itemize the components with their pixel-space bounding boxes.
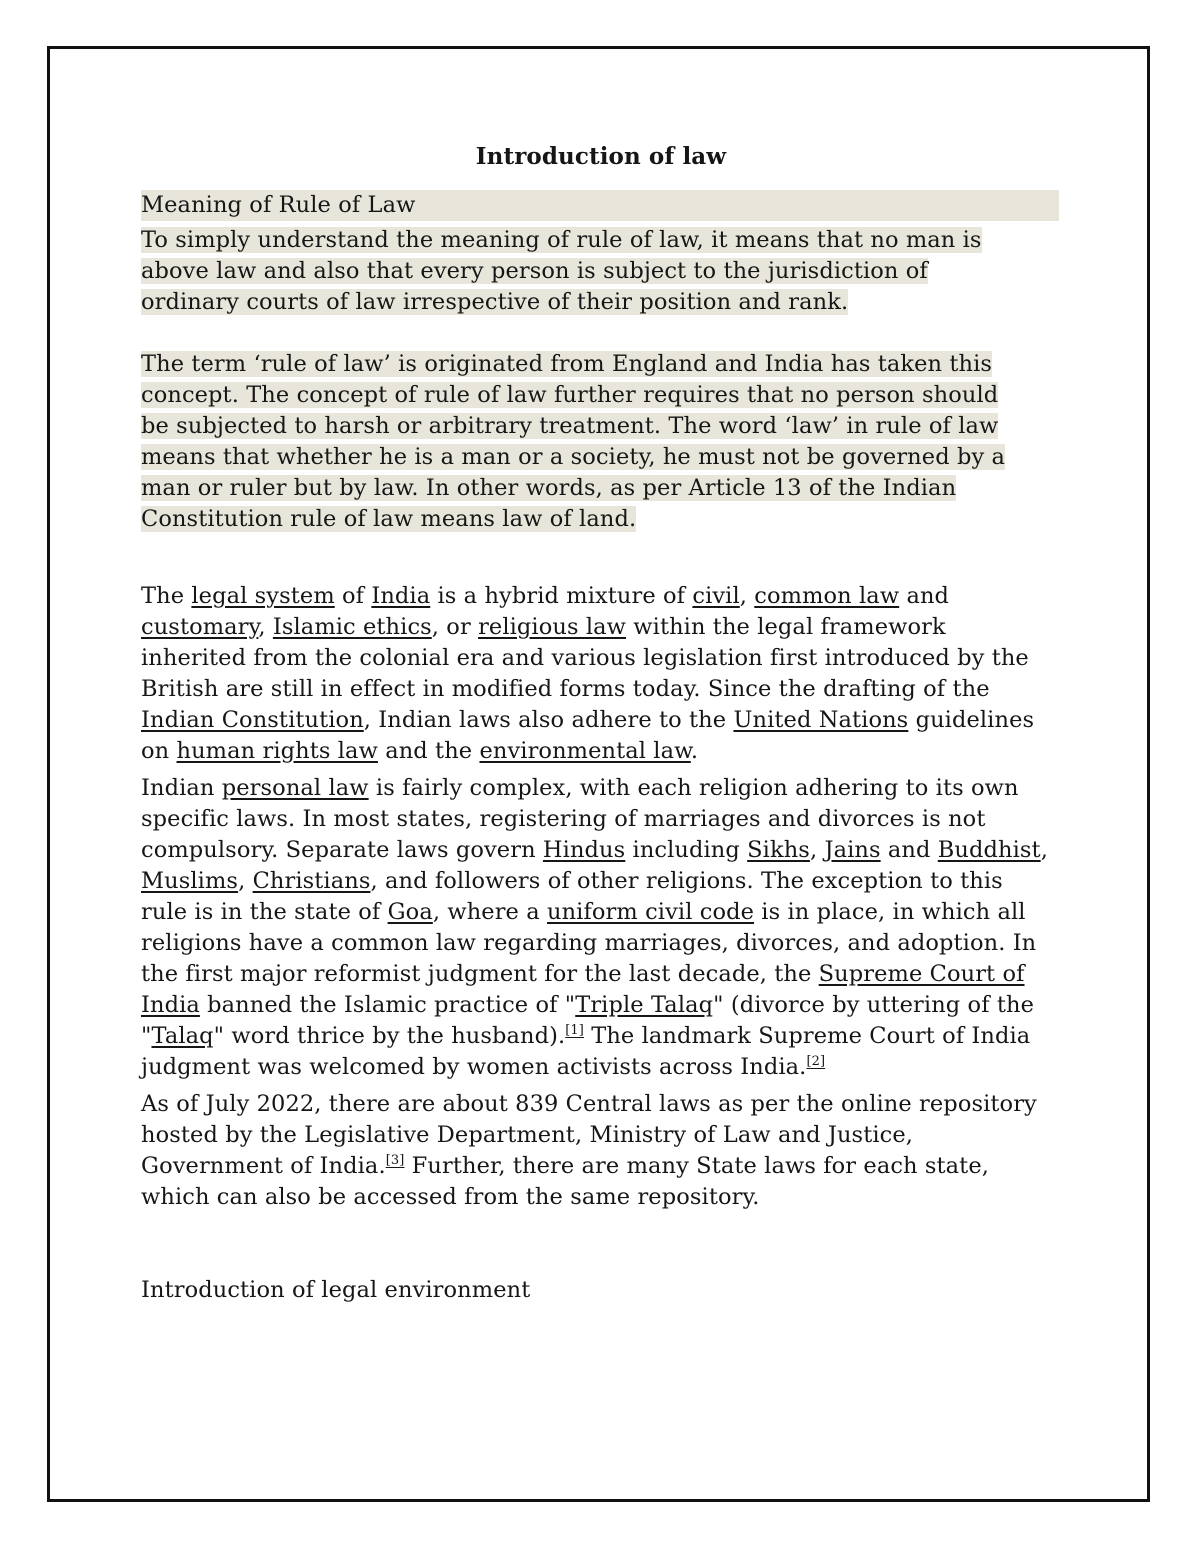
link-sikhs[interactable]: Sikhs bbox=[747, 837, 810, 863]
text-run: , and followers of other religions. The exception to this rule is in the state of bbox=[141, 868, 1003, 925]
paragraph-rule-of-law-origin bbox=[141, 349, 1031, 535]
closing-heading: Introduction of legal environment bbox=[141, 1277, 531, 1303]
text-run: banned the Islamic practice of " bbox=[199, 992, 576, 1018]
text-run: , or bbox=[431, 614, 479, 640]
link-talaq[interactable]: Talaq bbox=[151, 1023, 214, 1049]
paragraph-text: The term ‘rule of law’ is originated from England and India has taken this concept. The concept of rule of law further requires that no person should be subjected to harsh or arbitrary treatment. The word ‘law’ in rule of law means that whether he is a man or a society, he must not be governed by a man or ruler but by law. In other words, as per Article 13 of the Indian Constitution rule of law means law of land. bbox=[141, 351, 1006, 532]
text-run: The bbox=[141, 583, 192, 609]
text-run: Indian bbox=[141, 775, 222, 801]
paragraph-personal-law bbox=[141, 773, 1056, 1083]
text-run: Further, there are many State laws for each state, which can also be accessed from the same repository. bbox=[141, 1153, 989, 1210]
document-body bbox=[141, 140, 1061, 1306]
text-run: including bbox=[625, 837, 748, 863]
text-run: , where a bbox=[432, 899, 547, 925]
section-heading: Meaning of Rule of Law bbox=[141, 190, 1059, 221]
text-run: and bbox=[880, 837, 938, 863]
text-run: and bbox=[899, 583, 950, 609]
link-customary[interactable]: customary bbox=[141, 614, 259, 640]
link-jains[interactable]: Jains bbox=[824, 837, 881, 863]
link-legal-system[interactable]: legal system bbox=[191, 583, 335, 609]
paragraph-legal-system bbox=[141, 581, 1056, 767]
paragraph-text: To simply understand the meaning of rule of law, it means that no man is above law and also that every person is subject to the jurisdiction of ordinary courts of law irrespective of their position and rank. bbox=[141, 227, 982, 315]
link-buddhist[interactable]: Buddhist bbox=[937, 837, 1041, 863]
text-run: , bbox=[809, 837, 825, 863]
text-run: As of July 2022, there are about 839 Central laws as per the online repository hosted by the Legislative Department, Ministry of Law and Justice, Government of India. bbox=[141, 1091, 1037, 1179]
text-run: of bbox=[334, 583, 372, 609]
text-run: within the legal framework inherited from the colonial era and various legislation first introduced by the British are still in effect in modified forms today. Since the drafting of the bbox=[141, 614, 1029, 702]
text-run: . bbox=[690, 738, 699, 764]
text-run: , Indian laws also adhere to the bbox=[363, 707, 734, 733]
footnote-ref-1[interactable]: [1] bbox=[565, 1023, 584, 1038]
link-uniform-civil-code[interactable]: uniform civil code bbox=[547, 899, 755, 925]
link-hindus[interactable]: Hindus bbox=[542, 837, 626, 863]
text-run: , bbox=[258, 614, 273, 640]
footnote-ref-2[interactable]: [2] bbox=[806, 1054, 826, 1069]
footnote-ref-3[interactable]: [3] bbox=[385, 1153, 405, 1168]
text-run: is in place, in which all religions have a common law regarding marriages, divorces, and adoption. In the first major reformist judgment for the last decade, the bbox=[141, 899, 1037, 987]
link-environmental-law[interactable]: environmental law bbox=[479, 738, 691, 764]
link-islamic-ethics[interactable]: Islamic ethics bbox=[272, 614, 432, 640]
text-run: , bbox=[238, 868, 253, 894]
text-run: guidelines on bbox=[141, 707, 1035, 764]
link-india[interactable]: India bbox=[371, 583, 431, 609]
text-run: " (divorce by uttering of the " bbox=[141, 992, 1035, 1049]
link-civil[interactable]: civil bbox=[692, 583, 740, 609]
link-common-law[interactable]: common law bbox=[754, 583, 900, 609]
paragraph-rule-of-law-meaning bbox=[141, 225, 1031, 318]
text-run: The landmark Supreme Court of India judgment was welcomed by women activists across India. bbox=[141, 1023, 1031, 1080]
text-run: , bbox=[739, 583, 755, 609]
link-goa[interactable]: Goa bbox=[387, 899, 433, 925]
link-muslims[interactable]: Muslims bbox=[141, 868, 239, 894]
text-run: and the bbox=[377, 738, 480, 764]
link-united-nations[interactable]: United Nations bbox=[733, 707, 909, 733]
text-run: is fairly complex, with each religion adhering to its own specific laws. In most states, registering of marriages and divorces is not compulsory. Separate laws govern bbox=[141, 775, 1019, 863]
link-human-rights-law[interactable]: human rights law bbox=[176, 738, 378, 764]
paragraph-central-laws bbox=[141, 1089, 1056, 1213]
text-run: " word thrice by the husband). bbox=[213, 1023, 566, 1049]
document-title: Introduction of law bbox=[475, 143, 727, 170]
link-christians[interactable]: Christians bbox=[252, 868, 371, 894]
link-personal-law[interactable]: personal law bbox=[221, 775, 369, 801]
text-run: , bbox=[1040, 837, 1048, 863]
link-religious-law[interactable]: religious law bbox=[478, 614, 627, 640]
link-triple-talaq[interactable]: Triple Talaq bbox=[575, 992, 714, 1018]
link-indian-constitution[interactable]: Indian Constitution bbox=[141, 707, 364, 733]
text-run: is a hybrid mixture of bbox=[430, 583, 693, 609]
link-supreme-court-of-india[interactable]: Supreme Court of India bbox=[141, 961, 1025, 1018]
